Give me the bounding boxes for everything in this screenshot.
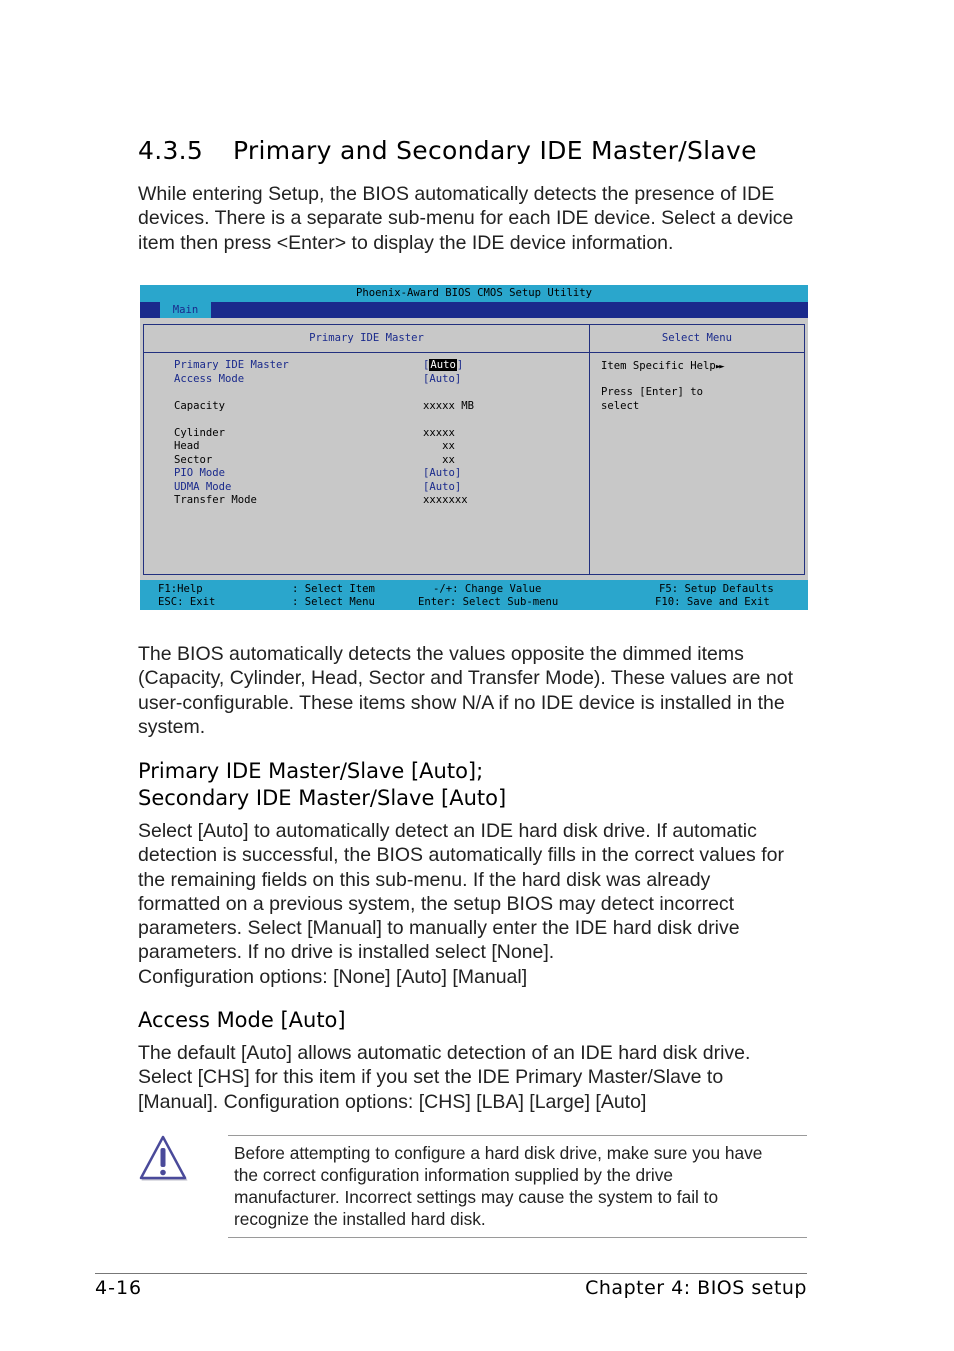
text-line: detection is successful, the BIOS automatically fills in the correct values for: [138, 844, 784, 867]
intro-paragraph: [138, 182, 810, 255]
key-f10: F10: Save and Exit: [655, 596, 770, 608]
detect-paragraph: [138, 642, 810, 739]
bios-value-primary-ide-master[interactable]: [423, 358, 463, 372]
bios-value-transfer-mode: xxxxxxx: [423, 494, 468, 506]
note-top-rule: [228, 1135, 807, 1136]
bracket: ]: [456, 359, 464, 371]
bios-panel-header: Primary IDE Master: [144, 325, 589, 353]
double-arrow-icon: ►►: [715, 362, 723, 372]
access-mode-paragraph: [138, 1041, 810, 1114]
key-f1: F1:Help: [158, 583, 203, 595]
bios-item-primary-ide-master[interactable]: Primary IDE Master: [174, 359, 289, 371]
text-line: user-configurable. These items show N/A if no IDE device is installed in the: [138, 691, 785, 714]
bios-value-sector: xx: [423, 454, 455, 466]
subheading-line: Access Mode [Auto]: [138, 1008, 346, 1032]
bios-title-bar: Phoenix-Award BIOS CMOS Setup Utility: [140, 285, 808, 302]
bios-key-legend: [140, 580, 808, 610]
section-heading: [138, 136, 757, 165]
selected-value[interactable]: Auto: [430, 359, 456, 371]
text-line: The BIOS automatically detects the values opposite the dimmed items: [138, 643, 744, 665]
subheading-access-mode: [138, 1007, 346, 1034]
text-line: manufacturer. Incorrect settings may cause the system to fail to: [234, 1187, 719, 1207]
bios-screenshot: [140, 285, 808, 610]
bios-settings-panel: [143, 324, 590, 575]
key-f5: F5: Setup Defaults: [659, 583, 774, 595]
text-line: Select [Auto] to automatically detect an IDE hard disk drive. If automatic: [138, 820, 757, 842]
bios-help-header: Select Menu: [590, 325, 804, 353]
text-line: Configuration options: [None] [Auto] [Manual]: [138, 965, 528, 988]
text-line: the remaining fields on this sub-menu. If the hard disk was already: [138, 868, 711, 891]
bios-value-capacity: xxxxx MB: [423, 400, 475, 412]
bios-value-udma-mode[interactable]: [Auto]: [423, 481, 462, 493]
bios-item-sector: Sector: [174, 454, 213, 466]
bios-item-head: Head: [174, 440, 200, 452]
page-number: 4-16: [95, 1277, 143, 1299]
key-f1-desc: : Select Item: [292, 583, 375, 595]
chapter-title: Chapter 4: BIOS setup: [585, 1277, 807, 1299]
bios-value-access-mode[interactable]: [Auto]: [423, 373, 462, 385]
key-enter: Enter: Select Sub-menu: [418, 596, 559, 608]
bios-help-panel: [589, 324, 805, 575]
text-line: item then press <Enter> to display the IDE device information.: [138, 231, 674, 254]
text-line: [Manual]. Configuration options: [CHS] [LBA] [Large] [Auto]: [138, 1090, 647, 1113]
ide-master-slave-paragraph: [138, 819, 810, 989]
subheading-ide-master-slave: [138, 758, 506, 812]
bios-menu-bar: [140, 302, 808, 318]
key-esc: ESC: Exit: [158, 596, 216, 608]
bios-item-udma-mode[interactable]: UDMA Mode: [174, 481, 232, 493]
bios-item-access-mode[interactable]: Access Mode: [174, 373, 245, 385]
subheading-line: Primary IDE Master/Slave [Auto];: [138, 759, 484, 783]
text-line: (Capacity, Cylinder, Head, Sector and Transfer Mode). These values are not: [138, 667, 794, 690]
help-text: Item Specific Help: [601, 360, 716, 372]
note-bottom-rule: [228, 1237, 807, 1238]
text-line: devices. There is a separate sub-menu for each IDE device. Select a device: [138, 207, 794, 230]
bios-item-cylinder: Cylinder: [174, 427, 226, 439]
text-line: formatted on a previous system, the setup BIOS may detect incorrect: [138, 892, 735, 915]
bracket: [: [423, 359, 430, 371]
warning-note: [234, 1142, 804, 1230]
tab-main[interactable]: Main: [160, 302, 211, 318]
bios-item-transfer-mode: Transfer Mode: [174, 494, 257, 506]
section-number: 4.3.5: [138, 136, 204, 165]
key-change: -/+: Change Value: [433, 583, 542, 595]
help-text: Press [Enter] to: [601, 386, 704, 398]
text-line: recognize the installed hard disk.: [234, 1209, 486, 1229]
key-esc-desc: : Select Menu: [292, 596, 375, 608]
help-title: [601, 359, 723, 374]
footer-rule: [95, 1273, 807, 1274]
text-line: The default [Auto] allows automatic detection of an IDE hard disk drive.: [138, 1042, 751, 1064]
text-line: parameters. If no drive is installed select [None].: [138, 941, 555, 964]
warning-icon: [138, 1134, 188, 1182]
bios-value-pio-mode[interactable]: [Auto]: [423, 467, 462, 479]
section-title: Primary and Secondary IDE Master/Slave: [233, 136, 757, 165]
text-line: Select [CHS] for this item if you set the IDE Primary Master/Slave to: [138, 1066, 724, 1089]
bios-item-capacity: Capacity: [174, 400, 226, 412]
text-line: system.: [138, 715, 206, 738]
text-line: the correct configuration information supplied by the drive: [234, 1165, 673, 1185]
text-line: While entering Setup, the BIOS automatically detects the presence of IDE: [138, 183, 775, 205]
text-line: Before attempting to configure a hard disk drive, make sure you have: [234, 1143, 763, 1163]
bios-item-pio-mode[interactable]: PIO Mode: [174, 467, 226, 479]
help-text: select: [601, 400, 640, 412]
bios-value-cylinder: xxxxx: [423, 427, 455, 439]
text-line: parameters. Select [Manual] to manually enter the IDE hard disk drive: [138, 917, 740, 940]
subheading-line: Secondary IDE Master/Slave [Auto]: [138, 786, 507, 810]
bios-value-head: xx: [423, 440, 455, 452]
